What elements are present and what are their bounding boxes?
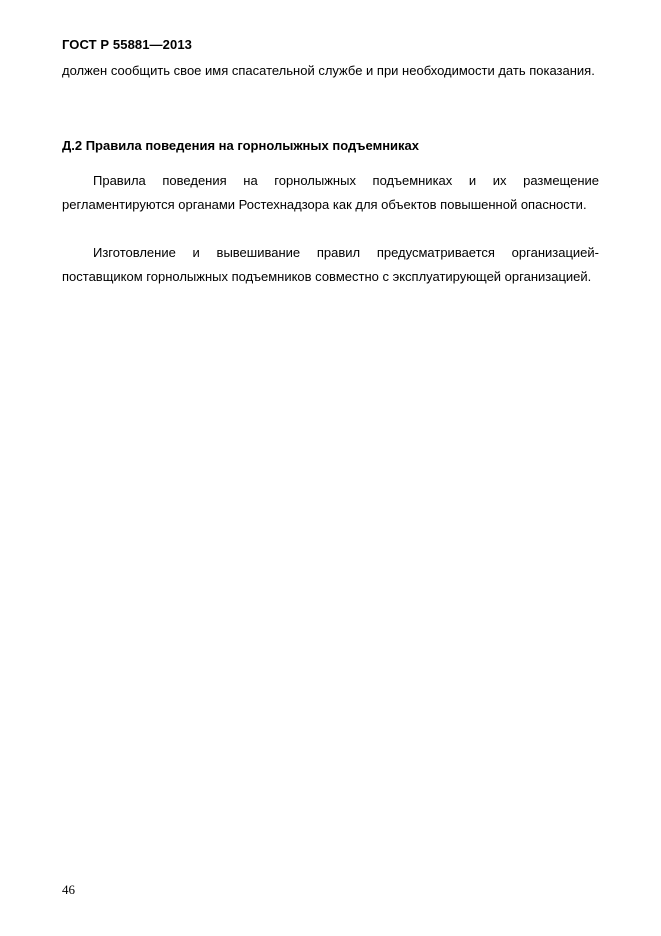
continuation-paragraph: должен сообщить свое имя спасательной службе и при необходимости дать показания. [62,63,595,78]
section-paragraph-1: Правила поведения на горнолыжных подъемниках и их размещение регламентируются органами Ростехнадзора как для объектов повышенной опасности. [62,173,599,212]
section-heading: Д.2 Правила поведения на горнолыжных подъемниках [62,138,420,153]
document-code-header: ГОСТ Р 55881—2013 [62,37,192,52]
section-paragraph-2: Изготовление и вывешивание правил предусматривается организацией-поставщиком горнолыжных подъемников совместно с эксплуатирующей организацией. [62,245,599,284]
page-number: 46 [62,882,75,897]
